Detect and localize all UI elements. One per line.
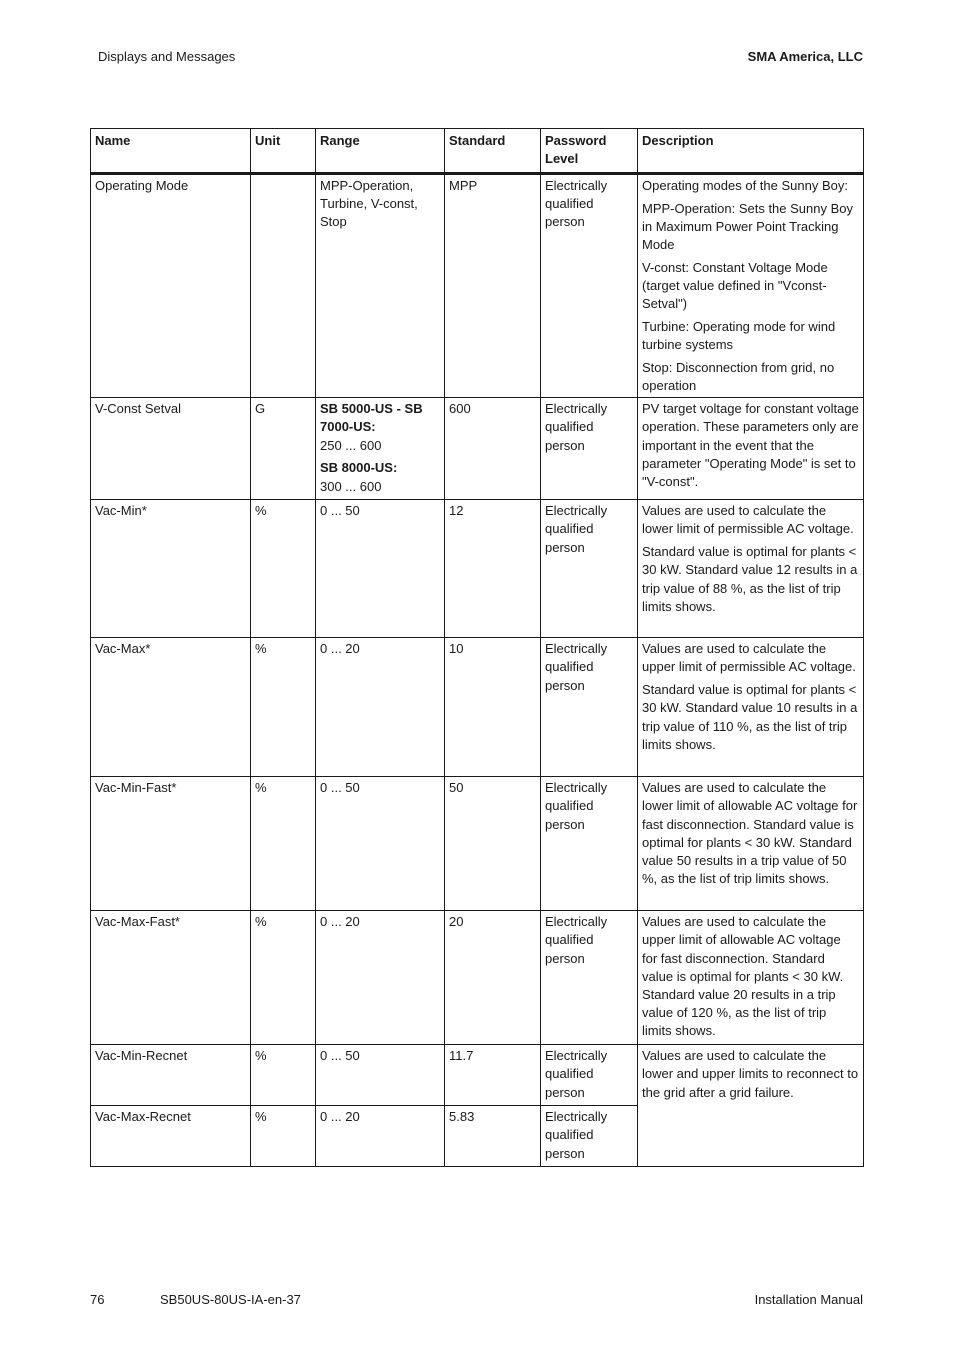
cell-unit: % (251, 1106, 316, 1167)
cell-password-level: Electrically qualified person (541, 1045, 638, 1106)
cell-password-level: Electrically qualified person (541, 398, 638, 500)
range-value: 300 ... 600 (320, 478, 382, 494)
table-row (91, 638, 864, 777)
description-paragraph: Standard value is optimal for plants < 30 kW. Standard value 10 results in a trip value of 110 %, as the list of trip limits shows. (642, 682, 858, 752)
table-row (91, 1045, 864, 1106)
cell-name: Vac-Min-Fast* (91, 777, 251, 911)
table-header-row (91, 129, 864, 174)
description-paragraph: Stop: Disconnection from grid, no operation (642, 359, 835, 394)
table-row (91, 777, 864, 911)
footer-document-title: Installation Manual (754, 1292, 863, 1307)
cell-unit: % (251, 911, 316, 1045)
cell-name: V-Const Setval (91, 398, 251, 500)
column-header-unit: Unit (251, 129, 316, 174)
description-paragraph: Values are used to calculate the lower and upper limits to reconnect to the grid after a grid failure. (642, 1048, 859, 1100)
range-model-label: SB 8000-US: (320, 460, 398, 476)
description-paragraph: Standard value is optimal for plants < 30 kW. Standard value 12 results in a trip value of 88 %, as the list of trip limits shows. (642, 544, 858, 614)
cell-name: Vac-Max-Recnet (91, 1106, 251, 1167)
cell-password-level: Electrically qualified person (541, 1106, 638, 1167)
description-paragraph: PV target voltage for constant voltage operation. These parameters only are important in the event that the parameter "Operating Mode" is set to "V-const". (642, 401, 859, 490)
cell-range: 0 ... 20 (316, 911, 445, 1045)
cell-standard: 5.83 (445, 1106, 541, 1167)
header-company: SMA America, LLC (747, 49, 863, 64)
description-paragraph: Values are used to calculate the upper limit of allowable AC voltage for fast disconnection. Standard value is optimal for plants < 30 kW. Standard value 20 results in a trip value of 120 %, as the list of trip limits shows. (642, 914, 844, 1039)
cell-description (638, 398, 864, 500)
description-paragraph: Values are used to calculate the lower limit of allowable AC voltage for fast disconnection. Standard value is optimal for plants < 30 kW. Standard value 50 results in a trip value of 50 %, as the list of trip limits shows. (642, 780, 858, 887)
cell-description (638, 174, 864, 398)
range-value: 250 ... 600 (320, 437, 382, 453)
table-row (91, 174, 864, 398)
cell-range (316, 398, 445, 500)
cell-description (638, 638, 864, 777)
cell-range: 0 ... 20 (316, 1106, 445, 1167)
cell-standard: MPP (445, 174, 541, 398)
cell-standard: 10 (445, 638, 541, 777)
cell-password-level: Electrically qualified person (541, 174, 638, 398)
cell-description (638, 1045, 864, 1167)
cell-standard: 12 (445, 500, 541, 638)
description-paragraph: V-const: Constant Voltage Mode (target value defined in "Vconst-Setval") (642, 259, 828, 312)
cell-name: Vac-Max-Fast* (91, 911, 251, 1045)
cell-standard: 11.7 (445, 1045, 541, 1106)
description-paragraph: Values are used to calculate the lower limit of permissible AC voltage. (642, 503, 854, 537)
cell-password-level: Electrically qualified person (541, 777, 638, 911)
cell-unit: % (251, 500, 316, 638)
header-section: Displays and Messages (98, 49, 236, 64)
column-header-range: Range (316, 129, 445, 174)
footer-page-number: 76 (90, 1292, 105, 1307)
table-row (91, 911, 864, 1045)
column-header-password-level: Password Level (541, 129, 638, 174)
column-header-standard: Standard (445, 129, 541, 174)
cell-standard: 50 (445, 777, 541, 911)
description-paragraph: Values are used to calculate the upper limit of permissible AC voltage. (642, 641, 856, 675)
cell-range: 0 ... 50 (316, 1045, 445, 1106)
cell-range: 0 ... 20 (316, 638, 445, 777)
table-row (91, 500, 864, 638)
cell-password-level: Electrically qualified person (541, 500, 638, 638)
description-paragraph: Turbine: Operating mode for wind turbine systems (642, 318, 836, 353)
column-header-description: Description (638, 129, 864, 174)
footer-document-code: SB50US-80US-IA-en-37 (160, 1292, 301, 1307)
cell-unit: % (251, 638, 316, 777)
cell-standard: 600 (445, 398, 541, 500)
cell-standard: 20 (445, 911, 541, 1045)
cell-description (638, 500, 864, 638)
cell-name: Operating Mode (91, 174, 251, 398)
cell-unit (251, 174, 316, 398)
cell-range: 0 ... 50 (316, 500, 445, 638)
column-header-name: Name (91, 129, 251, 174)
range-model-label: SB 5000-US - SB 7000-US: (320, 401, 423, 435)
cell-range: 0 ... 50 (316, 777, 445, 911)
cell-unit: % (251, 1045, 316, 1106)
cell-password-level: Electrically qualified person (541, 911, 638, 1045)
cell-description (638, 777, 864, 911)
cell-password-level: Electrically qualified person (541, 638, 638, 777)
description-paragraph: Operating modes of the Sunny Boy: (642, 178, 848, 193)
cell-unit: G (251, 398, 316, 500)
cell-name: Vac-Min* (91, 500, 251, 638)
parameter-table (90, 128, 864, 1167)
cell-unit: % (251, 777, 316, 911)
cell-name: Vac-Max* (91, 638, 251, 777)
cell-range: MPP-Operation, Turbine, V-const, Stop (316, 174, 445, 398)
cell-name: Vac-Min-Recnet (91, 1045, 251, 1106)
description-paragraph: MPP-Operation: Sets the Sunny Boy in Maximum Power Point Tracking Mode (642, 200, 853, 253)
cell-description (638, 911, 864, 1045)
table-row (91, 398, 864, 500)
